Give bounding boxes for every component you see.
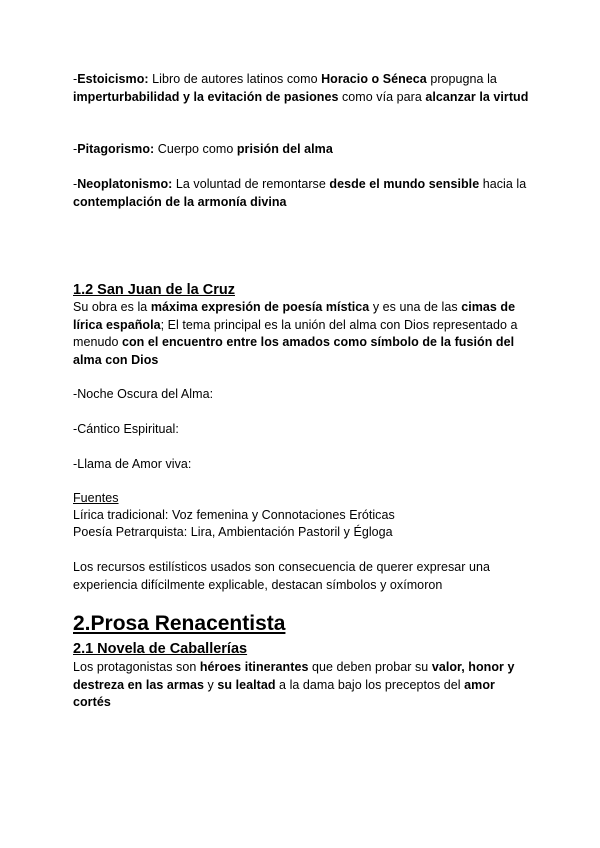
san-juan-paragraph: Su obra es la máxima expresión de poesía mística y es una de las cimas de lírica española; El tema principal es la unión del alma con Dios representado a menudo con el encuentro entre los amados como símbolo de la fusión del alma con Dios [73,300,518,367]
work-cantico-espiritual: -Cántico Espiritual: [73,422,179,436]
caballerias-paragraph: Los protagonistas son héroes itinerantes que deben probar su valor, honor y destreza en las armas y su lealtad a la dama bajo los preceptos del amor cortés [73,660,515,709]
section-2-heading: 2.Prosa Renacentista [73,612,286,635]
source-poesia-petrarquista: Poesía Petrarquista: Lira, Ambientación Pastoril y Égloga [73,525,393,539]
section-1-2-heading: 1.2 San Juan de la Cruz [73,282,235,298]
pythagoreanism-paragraph: -Pitagorismo: Cuerpo como prisión del alma [73,142,333,156]
work-noche-oscura: -Noche Oscura del Alma: [73,387,214,401]
sources-label: Fuentes [73,491,119,505]
resources-paragraph: Los recursos estilísticos usados son consecuencia de querer expresar una experiencia difícilmente explicable, destacan símbolos y oxímoron [73,560,491,592]
section-2-1-heading: 2.1 Novela de Caballerías [73,641,248,657]
work-llama-de-amor: -Llama de Amor viva: [73,457,192,471]
stoicism-paragraph: -Estoicismo: Libro de autores latinos como Horacio o Séneca propugna la imperturbabilidad y la evitación de pasiones como vía para alcanzar la virtud [73,72,529,104]
neoplatonism-paragraph: -Neoplatonismo: La voluntad de remontarse desde el mundo sensible hacia la contemplación de la armonía divina [73,177,527,209]
source-lirica-tradicional: Lírica tradicional: Voz femenina y Connotaciones Eróticas [73,508,395,522]
